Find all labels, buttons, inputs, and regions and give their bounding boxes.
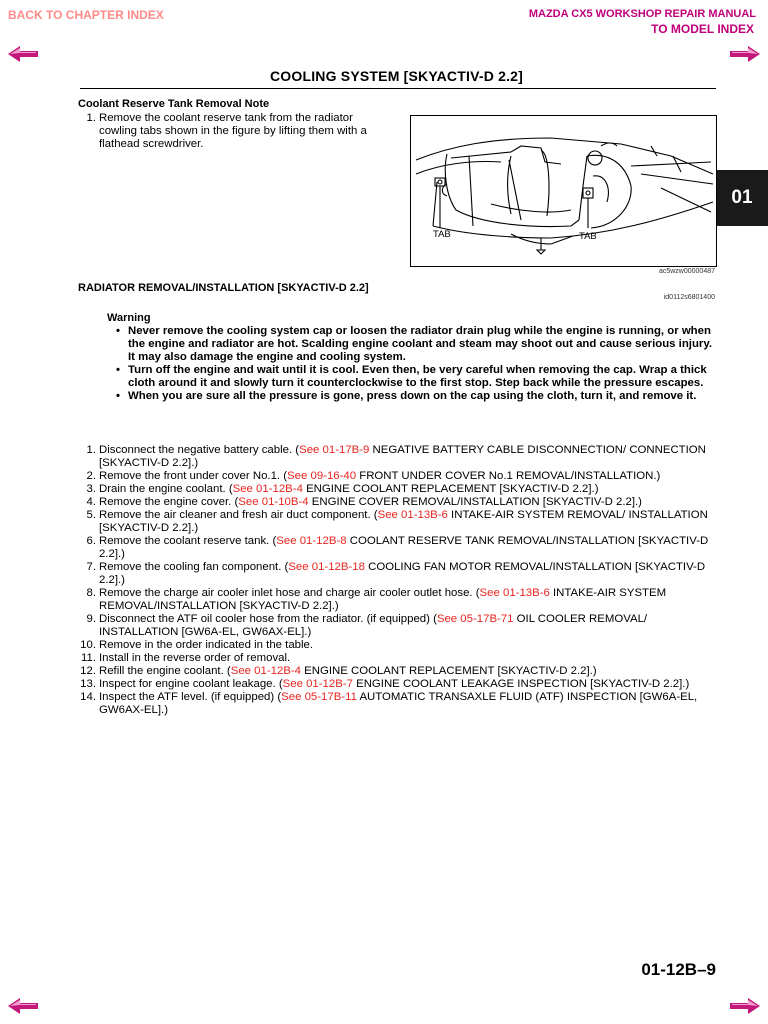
list-item [80, 665, 715, 678]
step-text: Remove the charge air cooler inlet hose and charge air cooler outlet hose. ( [99, 587, 480, 599]
step-number: 14. [80, 691, 96, 703]
list-item [80, 483, 715, 496]
reference-link[interactable]: See 01-12B-18 [288, 561, 365, 573]
step-text: Install in the reverse order of removal. [99, 652, 291, 664]
reference-link[interactable]: See 01-17B-9 [299, 444, 370, 456]
warning-title: Warning [107, 312, 151, 324]
list-item [80, 509, 715, 535]
step-number: 13. [80, 678, 96, 690]
step-text: Remove the coolant reserve tank from the radiator cowling tabs shown in the figure by lifting them with a flathead screwdriver. [99, 112, 367, 150]
step-number: 2. [86, 470, 96, 482]
step-text: Inspect for engine coolant leakage. ( [99, 678, 283, 690]
figure-id: ac5wzw00000487 [658, 268, 715, 275]
step-text: Remove the front under cover No.1. ( [99, 470, 288, 482]
step-text: Inspect the ATF level. (if equipped) ( [99, 691, 282, 703]
step-number: 9. [86, 613, 96, 625]
step-number: 1. [86, 444, 96, 456]
list-item [80, 444, 715, 470]
step-text-tail: COOLANT RESERVE TANK REMOVAL/INSTALLATION [SKYACTIV-D 2.2].) [99, 535, 709, 560]
procedure-steps [80, 444, 715, 717]
chapter-tab [716, 170, 768, 226]
step-text-tail: ENGINE COOLANT REPLACEMENT [SKYACTIV-D 2.2].) [301, 665, 597, 677]
right-arrow-icon[interactable] [730, 998, 760, 1014]
reference-link[interactable]: See 01-12B-4 [232, 483, 303, 495]
warning-list [114, 325, 712, 403]
reference-link[interactable]: See 01-12B-4 [230, 665, 302, 677]
step-text-tail: ENGINE COOLANT REPLACEMENT [SKYACTIV-D 2.2].) [302, 483, 599, 495]
step-number: 11. [81, 652, 96, 664]
reference-link[interactable]: See 05-17B-11 [281, 691, 357, 703]
step-number: 8. [86, 587, 96, 599]
reference-link[interactable]: See 01-12B-7 [282, 678, 353, 690]
removal-note-heading: Coolant Reserve Tank Removal Note [78, 98, 270, 110]
left-arrow-icon[interactable] [8, 46, 38, 62]
list-item [80, 561, 715, 587]
figure-label-tab-left: TAB [433, 229, 451, 240]
back-to-chapter-index-link[interactable]: BACK TO CHAPTER INDEX [8, 8, 164, 22]
step-number: 5. [86, 509, 96, 521]
list-item [80, 587, 715, 613]
page-title: COOLING SYSTEM [SKYACTIV-D 2.2] [269, 68, 524, 84]
to-model-index-link[interactable]: TO MODEL INDEX [651, 22, 754, 36]
step-text: Remove the air cleaner and fresh air duct component. ( [99, 509, 378, 521]
step-text: Disconnect the ATF oil cooler hose from the radiator. (if equipped) ( [99, 613, 437, 625]
step-text: Remove in the order indicated in the table. [99, 639, 314, 651]
reference-link[interactable]: See 01-13B-6 [377, 509, 448, 521]
step-number: 4. [86, 496, 96, 508]
reference-link[interactable]: See 09-16-40 [287, 470, 357, 482]
manual-title: MAZDA CX5 WORKSHOP REPAIR MANUAL [528, 8, 756, 20]
figure-label-tab-right: TAB [579, 231, 597, 242]
step-text-tail: NEGATIVE BATTERY CABLE DISCONNECTION/ CONNECTION [SKYACTIV-D 2.2].) [99, 444, 706, 469]
section-id: id0112s6801400 [663, 294, 715, 301]
coolant-tank-illustration [411, 116, 716, 266]
warning-item: • Never remove the cooling system cap or loosen the radiator drain plug while the engine is running, or when the engine and radiator are hot. Scalding engine coolant and steam may shoot out and cause serious injury. It may also damage the engine and cooling system. [114, 325, 712, 364]
step-number: 6. [86, 535, 96, 547]
step-number: 7. [86, 561, 96, 573]
step-number: 1. [86, 112, 96, 124]
reference-link[interactable]: See 01-12B-8 [276, 535, 347, 547]
step-text: Remove the cooling fan component. ( [99, 561, 289, 573]
step-text-tail: FRONT UNDER COVER No.1 REMOVAL/INSTALLATION.) [356, 470, 661, 482]
step-text: Disconnect the negative battery cable. ( [99, 444, 300, 456]
step-number: 3. [86, 483, 96, 495]
reference-link[interactable]: See 01-13B-6 [479, 587, 550, 599]
step-text-tail: OIL COOLER REMOVAL/ INSTALLATION [GW6A-EL, GW6AX-EL].) [99, 613, 648, 638]
right-arrow-icon[interactable] [730, 46, 760, 62]
reference-link[interactable]: See 05-17B-71 [436, 613, 514, 625]
step-text-tail: ENGINE COOLANT LEAKAGE INSPECTION [SKYACTIV-D 2.2].) [352, 678, 690, 690]
step-text: Remove the engine cover. ( [99, 496, 239, 508]
step-number: 12. [80, 665, 96, 677]
step-text-tail: ENGINE COVER REMOVAL/INSTALLATION [SKYACTIV-D 2.2].) [308, 496, 642, 508]
step-text: Refill the engine coolant. ( [99, 665, 231, 677]
step-text-tail: COOLING FAN MOTOR REMOVAL/INSTALLATION [SKYACTIV-D 2.2].) [99, 561, 706, 586]
list-item [80, 535, 715, 561]
list-item [80, 691, 715, 717]
list-item [80, 678, 715, 691]
warning-item: • When you are sure all the pressure is gone, press down on the cap using the cloth, turn it, and remove it. [114, 390, 712, 403]
removal-note-steps [80, 112, 380, 151]
list-item [80, 613, 715, 639]
step-text-tail: AUTOMATIC TRANSAXLE FLUID (ATF) INSPECTION [GW6A-EL, GW6AX-EL].) [99, 691, 698, 716]
list-item [80, 470, 715, 483]
step-text-tail: INTAKE-AIR SYSTEM REMOVAL/INSTALLATION [SKYACTIV-D 2.2].) [99, 587, 667, 612]
step-number: 10. [80, 639, 96, 651]
chapter-tab-label: 01 [731, 187, 753, 208]
step-text: Remove the coolant reserve tank. ( [99, 535, 277, 547]
warning-item: • Turn off the engine and wait until it is cool. Even then, be very careful when removing the cap. Wrap a thick cloth around it and slowly turn it counterclockwise to the first stop. Step back while the pressure escapes. [114, 364, 712, 390]
step-text-tail: INTAKE-AIR SYSTEM REMOVAL/ INSTALLATION [SKYACTIV-D 2.2].) [99, 509, 708, 534]
title-divider [80, 88, 716, 89]
reference-link[interactable]: See 01-10B-4 [238, 496, 309, 508]
list-item [80, 639, 715, 652]
left-arrow-icon[interactable] [8, 998, 38, 1014]
page-number: 01-12B–9 [641, 960, 716, 979]
list-item [80, 652, 715, 665]
radiator-section-heading: RADIATOR REMOVAL/INSTALLATION [SKYACTIV-D 2.2] [78, 282, 369, 294]
list-item [80, 496, 715, 509]
step-text: Drain the engine coolant. ( [99, 483, 233, 495]
coolant-tank-figure [410, 115, 717, 267]
list-item [80, 112, 380, 151]
